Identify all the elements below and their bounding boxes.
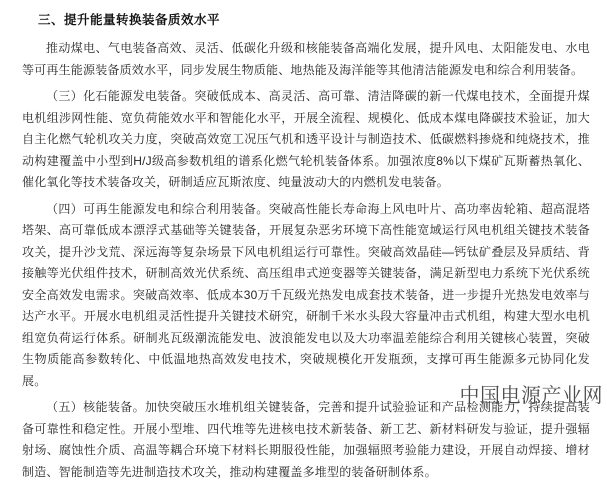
- body-paragraph-fossil-energy: （三）化石能源发电装备。突破低成本、高灵活、高可靠、清洁降碳的新一代煤电技术，全面提升煤电机组涉网性能、宽负荷能效水平和智能化水平，开展全流程、规模化、低成本煤电降碳技术验证，加大自主化燃气轮机攻关力度，突破高效宽工况压气机和透平设计与制造技术、低碳燃料掺烧和纯烧技术，推动构建覆盖中小型到H/J级高参数机组的谱系化燃气轮机装备体系。加强浓度8%以下煤矿瓦斯蓄热氧化、催化氧化等技术装备攻关，研制适应瓦斯浓度、纯量波动大的内燃机发电装备。: [22, 89, 590, 189]
- site-watermark: 中国电源产业网: [459, 385, 603, 407]
- section-title: 三、提升能量转换装备质效水平: [38, 13, 221, 27]
- body-paragraph-nuclear-equipment: （五）核能装备。加快突破压水堆机组关键装备，完善和提升试验验证和产品检测能力，持续提高装备可靠性和稳定性。开展小型堆、四代堆等先进核电技术新装备、新工艺、新材料研发与验证，提升强辐射场、腐蚀性介质、高温等耦合环境下材料长期服役性能，加强辐照考验能力建设，开展自动焊接、增材制造、智能制造等先进制造技术攻关，推动构建覆盖多堆型的装备研制体系。: [22, 400, 590, 479]
- body-paragraph-renewable-energy: （四）可再生能源发电和综合利用装备。突破高性能长寿命海上风电叶片、高功率齿轮箱、超高混塔塔架、高可靠低成本漂浮式基础等关键装备，开展复杂恶劣环境下高性能宽域运行风电机组关键技术装备攻关，提升沙戈荒、深远海等复杂场景下风电机组运行可靠性。突破高效晶硅—钙钛矿叠层及异质结、背接触等光伏组件技术，研制高效光伏系统、高压组串式逆变器等关键装备，满足新型电力系统下光伏系统安全高效发电需求。突破高效率、低成本30万千瓦级光热发电成套技术装备，进一步提升光热发电效率与达产水平。开展水电机组灵活性提升关键技术研究，研制千米水头段大容量冲击式机组，构建大型水电机组宽负荷运行体系。研制兆瓦级潮流能发电、波浪能发电以及大功率温差能综合利用关键核心装置，突破生物质能高参数转化、中低温地热高效发电技术，突破规模化开发瓶颈，支撑可再生能源多元协同化发展。: [22, 201, 590, 388]
- body-paragraph-intro: 推动煤电、气电装备高效、灵活、低碳化升级和核能装备高端化发展，提升风电、太阳能发电、水电等可再生能源装备质效水平，同步发展生物质能、地热能及海洋能等其他清洁能源发电和综合利用装备。: [22, 41, 590, 77]
